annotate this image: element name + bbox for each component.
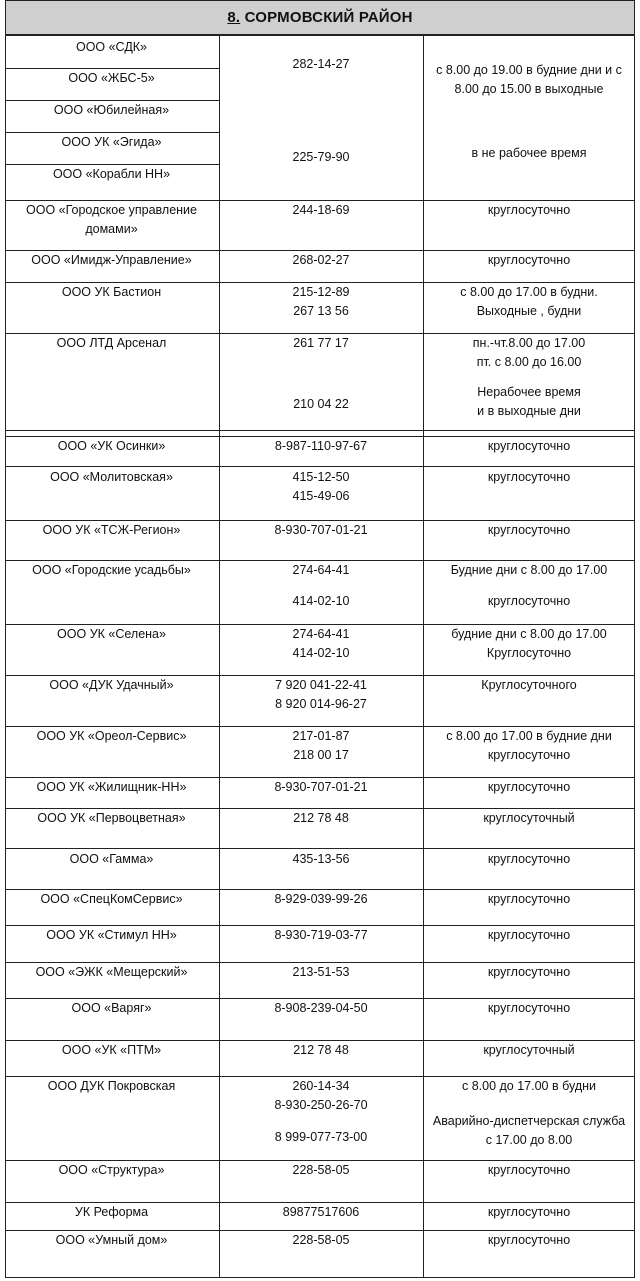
table-border-right — [634, 35, 635, 1277]
company-name: ООО УК «Ореол-Сервис» — [36, 729, 187, 743]
working-hours: круглосуточно — [487, 470, 571, 484]
working-hours: Аварийно-диспетчерская служба с 17.00 до 8.00 — [432, 1114, 626, 1147]
phone-number: 212 78 48 — [293, 1043, 349, 1057]
company-name: ООО «Структура» — [58, 1163, 165, 1177]
working-hours: круглосуточный — [483, 811, 575, 825]
company-name: ООО ЛТД Арсенал — [56, 336, 167, 350]
phone-number: 210 04 22 — [293, 397, 349, 411]
row-divider — [5, 430, 635, 431]
phone-number: 8-930-707-01-21 — [274, 523, 368, 537]
phone-number: 414-02-10 — [292, 594, 350, 608]
phone-number: 8-930-719-03-77 — [274, 928, 368, 942]
phone-number: 8 999-077-73-00 — [274, 1130, 368, 1144]
company-name: ООО «Молитовская» — [50, 470, 173, 484]
company-name: ООО «Варяг» — [71, 1001, 152, 1015]
working-hours: круглосуточно — [487, 523, 571, 537]
working-hours: круглосуточно — [487, 1001, 571, 1015]
phone-number: 89877517606 — [282, 1205, 360, 1219]
working-hours: круглосуточно — [487, 203, 571, 217]
company-name: ООО «ЭЖК «Мещерский» — [35, 965, 188, 979]
company-name: ООО «Умный дом» — [55, 1233, 168, 1247]
row-divider — [5, 35, 635, 36]
phone-number: 225-79-90 — [292, 150, 350, 164]
phone-number: 282-14-27 — [292, 57, 350, 71]
phone-number: 268-02-27 — [292, 253, 350, 267]
row-divider — [5, 848, 635, 849]
phone-number: 8-929-039-99-26 — [274, 892, 368, 906]
phone-number: 260-14-34 8-930-250-26-70 — [274, 1079, 368, 1112]
working-hours: круглосуточно — [487, 852, 571, 866]
district-number: 8. — [227, 9, 241, 26]
working-hours: круглосуточно — [487, 1233, 571, 1247]
working-hours: в не рабочее время — [471, 146, 587, 160]
company-name: ООО «СДК» — [75, 40, 148, 54]
phone-number: 213-51-53 — [292, 965, 350, 979]
phone-number: 212 78 48 — [293, 811, 349, 825]
phone-number: 261 77 17 — [293, 336, 349, 350]
working-hours: с 8.00 до 19.00 в будние дни и с 8.00 до 15.00 в выходные — [436, 63, 622, 96]
company-name: ООО УК «Первоцветная» — [37, 811, 186, 825]
company-name: ООО «Юбилейная» — [53, 103, 170, 117]
working-hours: круглосуточно — [487, 892, 571, 906]
company-name: УК Реформа — [74, 1205, 149, 1219]
company-name: ООО «СпецКомСервис» — [40, 892, 183, 906]
working-hours: круглосуточный — [483, 1043, 575, 1057]
district-name: СОРМОВСКИЙ РАЙОН — [244, 9, 413, 26]
working-hours: круглосуточно — [487, 439, 571, 453]
company-name: ООО «Корабли НН» — [52, 167, 171, 181]
district-title — [227, 9, 412, 26]
phone-number: 274-64-41 414-02-10 — [292, 627, 350, 660]
working-hours: круглосуточно — [487, 1163, 571, 1177]
company-name: ООО УК «ТСЖ-Регион» — [42, 523, 181, 537]
company-name: ООО УК «Эгида» — [61, 135, 162, 149]
district-header — [5, 0, 635, 35]
working-hours: круглосуточно — [487, 253, 571, 267]
phone-number: 215-12-89 267 13 56 — [292, 285, 350, 318]
working-hours: Будние дни с 8.00 до 17.00 — [450, 563, 608, 577]
working-hours: круглосуточно — [487, 965, 571, 979]
phone-number: 217-01-87 218 00 17 — [292, 729, 350, 762]
phone-number: 415-12-50 415-49-06 — [292, 470, 350, 503]
phone-number: 274-64-41 — [292, 563, 350, 577]
phone-number: 8-987-110-97-67 — [274, 439, 368, 453]
company-name: ООО «УК «ПТМ» — [61, 1043, 162, 1057]
working-hours: круглосуточно — [487, 1205, 571, 1219]
company-name: ООО «УК Осинки» — [57, 439, 166, 453]
company-name: ООО «Городские усадьбы» — [32, 563, 191, 577]
row-divider — [5, 466, 635, 467]
working-hours: круглосуточно — [487, 780, 571, 794]
working-hours: с 8.00 до 17.00 в будни — [461, 1079, 596, 1093]
row-divider — [5, 1277, 635, 1278]
working-hours: будние дни с 8.00 до 17.00 Круглосуточно — [451, 627, 607, 660]
company-name: ООО УК «Жилищник-НН» — [36, 780, 187, 794]
working-hours: Нерабочее время и в выходные дни — [477, 385, 581, 418]
phone-number: 228-58-05 — [292, 1163, 350, 1177]
company-name: ООО УК Бастион — [61, 285, 162, 299]
company-name: ООО «Городское управление домами» — [26, 203, 197, 236]
working-hours: круглосуточно — [487, 928, 571, 942]
working-hours: с 8.00 до 17.00 в будние дни круглосуточно — [446, 729, 612, 762]
working-hours: круглосуточно — [487, 594, 571, 608]
company-name: ООО «Гамма» — [69, 852, 154, 866]
company-name: ООО УК «Селена» — [57, 627, 166, 641]
phone-number: 7 920 041-22-41 8 920 014-96-27 — [275, 678, 367, 711]
phone-number: 8-908-239-04-50 — [274, 1001, 368, 1015]
phone-number: 8-930-707-01-21 — [274, 780, 368, 794]
company-name: ООО «Имидж-Управление» — [31, 253, 192, 267]
company-name: ООО ДУК Покровская — [47, 1079, 176, 1093]
working-hours: с 8.00 до 17.00 в будни. Выходные , будни — [460, 285, 598, 318]
phone-number: 228-58-05 — [292, 1233, 350, 1247]
company-name: ООО «ДУК Удачный» — [49, 678, 174, 692]
phone-number: 435-13-56 — [292, 852, 350, 866]
working-hours: Круглосуточного — [481, 678, 577, 692]
company-name: ООО «ЖБС-5» — [68, 71, 155, 85]
company-name: ООО УК «Стимул НН» — [46, 928, 177, 942]
phone-number: 244-18-69 — [292, 203, 350, 217]
working-hours: пн.-чт.8.00 до 17.00 пт. с 8.00 до 16.00 — [472, 336, 586, 369]
